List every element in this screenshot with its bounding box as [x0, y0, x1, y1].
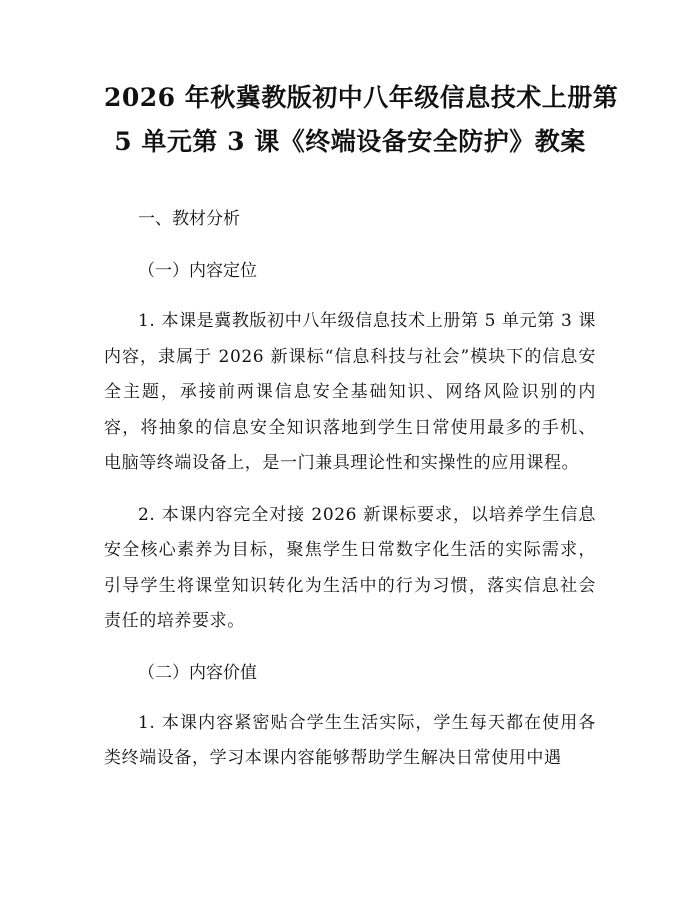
section-heading-textbook-analysis: 一、教材分析 — [138, 209, 240, 229]
title-line-2: 5 单元第 3 课《终端设备安全防护》教案 — [114, 127, 586, 156]
title-line-1: 2026 年秋冀教版初中八年级信息技术上册第 — [104, 83, 619, 112]
paragraph-positioning-1: 1. 本课是冀教版初中八年级信息技术上册第 5 单元第 3 课内容，隶属于 2026 新课标“信息科技与社会”模块下的信息安全主题，承接前两课信息安全基础知识、网络风险识别的内容，将抽象的信息安全知识落地到学生日常使用最多的手机、电脑等终端设备上，是一门兼具理论性和实操性的应用课程。 — [104, 311, 596, 473]
paragraph-positioning-2: 2. 本课内容完全对接 2026 新课标要求，以培养学生信息安全核心素养为目标，聚焦学生日常数字化生活的实际需求，引导学生将课堂知识转化为生活中的行为习惯，落实信息社会责任的培养要求。 — [104, 504, 596, 631]
document-title — [104, 76, 619, 164]
subsection-heading-content-value: （二）内容价值 — [138, 662, 257, 683]
paragraph-value-1: 1. 本课内容紧密贴合学生生活实际，学生每天都在使用各类终端设备，学习本课内容能够帮助学生解决日常使用中遇 — [104, 712, 596, 768]
subsection-heading-content-positioning: （一）内容定位 — [138, 261, 257, 281]
